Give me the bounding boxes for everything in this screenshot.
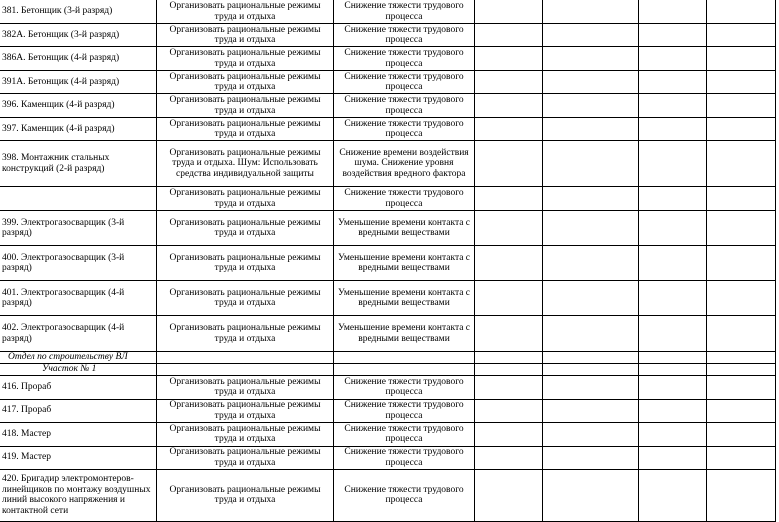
empty-cell — [639, 375, 707, 399]
empty-cell — [543, 352, 639, 364]
empty-cell — [707, 352, 776, 364]
measure-cell: Организовать рациональные режимы труда и отдыха — [157, 469, 334, 521]
empty-cell — [707, 469, 776, 521]
empty-cell — [475, 399, 543, 422]
empty-cell — [639, 469, 707, 521]
empty-cell — [475, 364, 543, 376]
measure-cell — [157, 352, 334, 364]
empty-cell — [707, 24, 776, 47]
empty-cell — [543, 0, 639, 24]
empty-cell — [639, 0, 707, 24]
goal-cell — [334, 364, 475, 376]
goal-cell: Снижение тяжести трудового процесса — [334, 375, 475, 399]
goal-cell — [334, 352, 475, 364]
goal-cell: Снижение тяжести трудового процесса — [334, 94, 475, 118]
measure-cell: Организовать рациональные режимы труда и отдыха — [157, 281, 334, 316]
empty-cell — [543, 246, 639, 281]
empty-cell — [475, 352, 543, 364]
empty-cell — [475, 141, 543, 187]
table-row — [0, 316, 776, 352]
empty-cell — [707, 399, 776, 422]
empty-cell — [707, 47, 776, 71]
goal-cell: Уменьшение времени контакта с вредными веществами — [334, 211, 475, 246]
empty-cell — [707, 281, 776, 316]
position-cell — [0, 187, 157, 211]
empty-cell — [475, 47, 543, 71]
measure-cell: Организовать рациональные режимы труда и отдыха — [157, 0, 334, 24]
empty-cell — [543, 316, 639, 352]
table-row — [0, 0, 776, 24]
empty-cell — [707, 211, 776, 246]
position-cell: 397. Каменщик (4-й разряд) — [0, 118, 157, 141]
empty-cell — [639, 352, 707, 364]
empty-cell — [543, 187, 639, 211]
table-row — [0, 71, 776, 94]
goal-cell: Снижение тяжести трудового процесса — [334, 71, 475, 94]
position-cell: Участок № 1 — [0, 364, 157, 376]
position-cell: 401. Электрогазосварщик (4-й разряд) — [0, 281, 157, 316]
goal-cell: Снижение тяжести трудового процесса — [334, 446, 475, 469]
empty-cell — [543, 446, 639, 469]
measure-cell: Организовать рациональные режимы труда и отдыха — [157, 47, 334, 71]
position-cell: 382А. Бетонщик (3-й разряд) — [0, 24, 157, 47]
empty-cell — [543, 71, 639, 94]
empty-cell — [639, 187, 707, 211]
measure-cell: Организовать рациональные режимы труда и отдыха — [157, 446, 334, 469]
empty-cell — [475, 0, 543, 24]
empty-cell — [639, 47, 707, 71]
position-cell: 420. Бригадир электромонтеров-линейщиков по монтажу воздушных линий высокого напряжения и контактной сети — [0, 469, 157, 521]
measure-cell: Организовать рациональные режимы труда и отдыха — [157, 118, 334, 141]
position-cell: 418. Мастер — [0, 422, 157, 446]
position-cell: 391А. Бетонщик (4-й разряд) — [0, 71, 157, 94]
empty-cell — [543, 47, 639, 71]
position-cell: 400. Электрогазосварщик (3-й разряд) — [0, 246, 157, 281]
empty-cell — [639, 24, 707, 47]
goal-cell: Уменьшение времени контакта с вредными веществами — [334, 281, 475, 316]
goal-cell: Снижение тяжести трудового процесса — [334, 24, 475, 47]
empty-cell — [543, 281, 639, 316]
empty-cell — [639, 118, 707, 141]
empty-cell — [639, 399, 707, 422]
goal-cell: Снижение тяжести трудового процесса — [334, 0, 475, 24]
goal-cell: Уменьшение времени контакта с вредными веществами — [334, 316, 475, 352]
table-row — [0, 47, 776, 71]
empty-cell — [475, 316, 543, 352]
table-row — [0, 24, 776, 47]
table-row — [0, 187, 776, 211]
goal-cell: Снижение тяжести трудового процесса — [334, 399, 475, 422]
empty-cell — [475, 118, 543, 141]
position-cell: 398. Монтажник стальных конструкций (2-й разряд) — [0, 141, 157, 187]
empty-cell — [707, 446, 776, 469]
empty-cell — [475, 422, 543, 446]
measure-cell: Организовать рациональные режимы труда и отдыха — [157, 422, 334, 446]
empty-cell — [707, 246, 776, 281]
empty-cell — [707, 71, 776, 94]
measure-cell: Организовать рациональные режимы труда и отдыха — [157, 399, 334, 422]
position-cell: 396. Каменщик (4-й разряд) — [0, 94, 157, 118]
position-cell: 402. Электрогазосварщик (4-й разряд) — [0, 316, 157, 352]
position-cell: 386А. Бетонщик (4-й разряд) — [0, 47, 157, 71]
measure-cell: Организовать рациональные режимы труда и отдыха — [157, 94, 334, 118]
measure-cell: Организовать рациональные режимы труда и отдыха — [157, 375, 334, 399]
goal-cell: Снижение тяжести трудового процесса — [334, 47, 475, 71]
empty-cell — [543, 24, 639, 47]
position-cell: Отдел по строительству ВЛ — [0, 352, 157, 364]
goal-cell: Снижение времени воздействия шума. Снижение уровня воздействия вредного фактора — [334, 141, 475, 187]
table-row — [0, 94, 776, 118]
empty-cell — [475, 94, 543, 118]
empty-cell — [639, 281, 707, 316]
position-cell: 419. Мастер — [0, 446, 157, 469]
measure-cell: Организовать рациональные режимы труда и отдыха — [157, 211, 334, 246]
empty-cell — [639, 316, 707, 352]
measure-cell: Организовать рациональные режимы труда и отдыха — [157, 316, 334, 352]
table-row — [0, 281, 776, 316]
goal-cell: Снижение тяжести трудового процесса — [334, 118, 475, 141]
position-cell: 417. Прораб — [0, 399, 157, 422]
empty-cell — [475, 71, 543, 94]
table-row — [0, 118, 776, 141]
empty-cell — [543, 94, 639, 118]
table-row — [0, 399, 776, 422]
measure-cell: Организовать рациональные режимы труда и отдыха — [157, 24, 334, 47]
empty-cell — [543, 211, 639, 246]
empty-cell — [543, 118, 639, 141]
table-row — [0, 422, 776, 446]
table-row — [0, 375, 776, 399]
table-row — [0, 352, 776, 364]
measure-cell — [157, 364, 334, 376]
goal-cell: Снижение тяжести трудового процесса — [334, 422, 475, 446]
measure-cell: Организовать рациональные режимы труда и отдыха — [157, 71, 334, 94]
empty-cell — [543, 364, 639, 376]
table-row — [0, 141, 776, 187]
empty-cell — [475, 246, 543, 281]
empty-cell — [707, 118, 776, 141]
table-row — [0, 364, 776, 376]
empty-cell — [639, 364, 707, 376]
empty-cell — [543, 375, 639, 399]
position-cell: 399. Электрогазосварщик (3-й разряд) — [0, 211, 157, 246]
empty-cell — [475, 469, 543, 521]
empty-cell — [639, 246, 707, 281]
empty-cell — [707, 187, 776, 211]
empty-cell — [543, 469, 639, 521]
empty-cell — [475, 211, 543, 246]
empty-cell — [639, 94, 707, 118]
position-cell: 381. Бетонщик (3-й разряд) — [0, 0, 157, 24]
empty-cell — [475, 24, 543, 47]
empty-cell — [543, 422, 639, 446]
measure-cell: Организовать рациональные режимы труда и отдыха — [157, 246, 334, 281]
empty-cell — [475, 375, 543, 399]
empty-cell — [639, 446, 707, 469]
measure-cell: Организовать рациональные режимы труда и отдыха — [157, 187, 334, 211]
empty-cell — [475, 281, 543, 316]
empty-cell — [707, 422, 776, 446]
empty-cell — [639, 422, 707, 446]
empty-cell — [639, 141, 707, 187]
empty-cell — [543, 141, 639, 187]
table-row — [0, 246, 776, 281]
position-cell: 416. Прораб — [0, 375, 157, 399]
empty-cell — [707, 316, 776, 352]
table-row — [0, 211, 776, 246]
table-row — [0, 469, 776, 521]
empty-cell — [707, 375, 776, 399]
goal-cell: Снижение тяжести трудового процесса — [334, 469, 475, 521]
measure-cell: Организовать рациональные режимы труда и отдыха. Шум: Использовать средства индивидуальной защиты — [157, 141, 334, 187]
empty-cell — [707, 94, 776, 118]
goal-cell: Снижение тяжести трудового процесса — [334, 187, 475, 211]
empty-cell — [475, 187, 543, 211]
empty-cell — [639, 211, 707, 246]
empty-cell — [707, 364, 776, 376]
table-row — [0, 446, 776, 469]
empty-cell — [475, 446, 543, 469]
empty-cell — [543, 399, 639, 422]
empty-cell — [707, 141, 776, 187]
empty-cell — [707, 0, 776, 24]
goal-cell: Уменьшение времени контакта с вредными веществами — [334, 246, 475, 281]
empty-cell — [639, 71, 707, 94]
